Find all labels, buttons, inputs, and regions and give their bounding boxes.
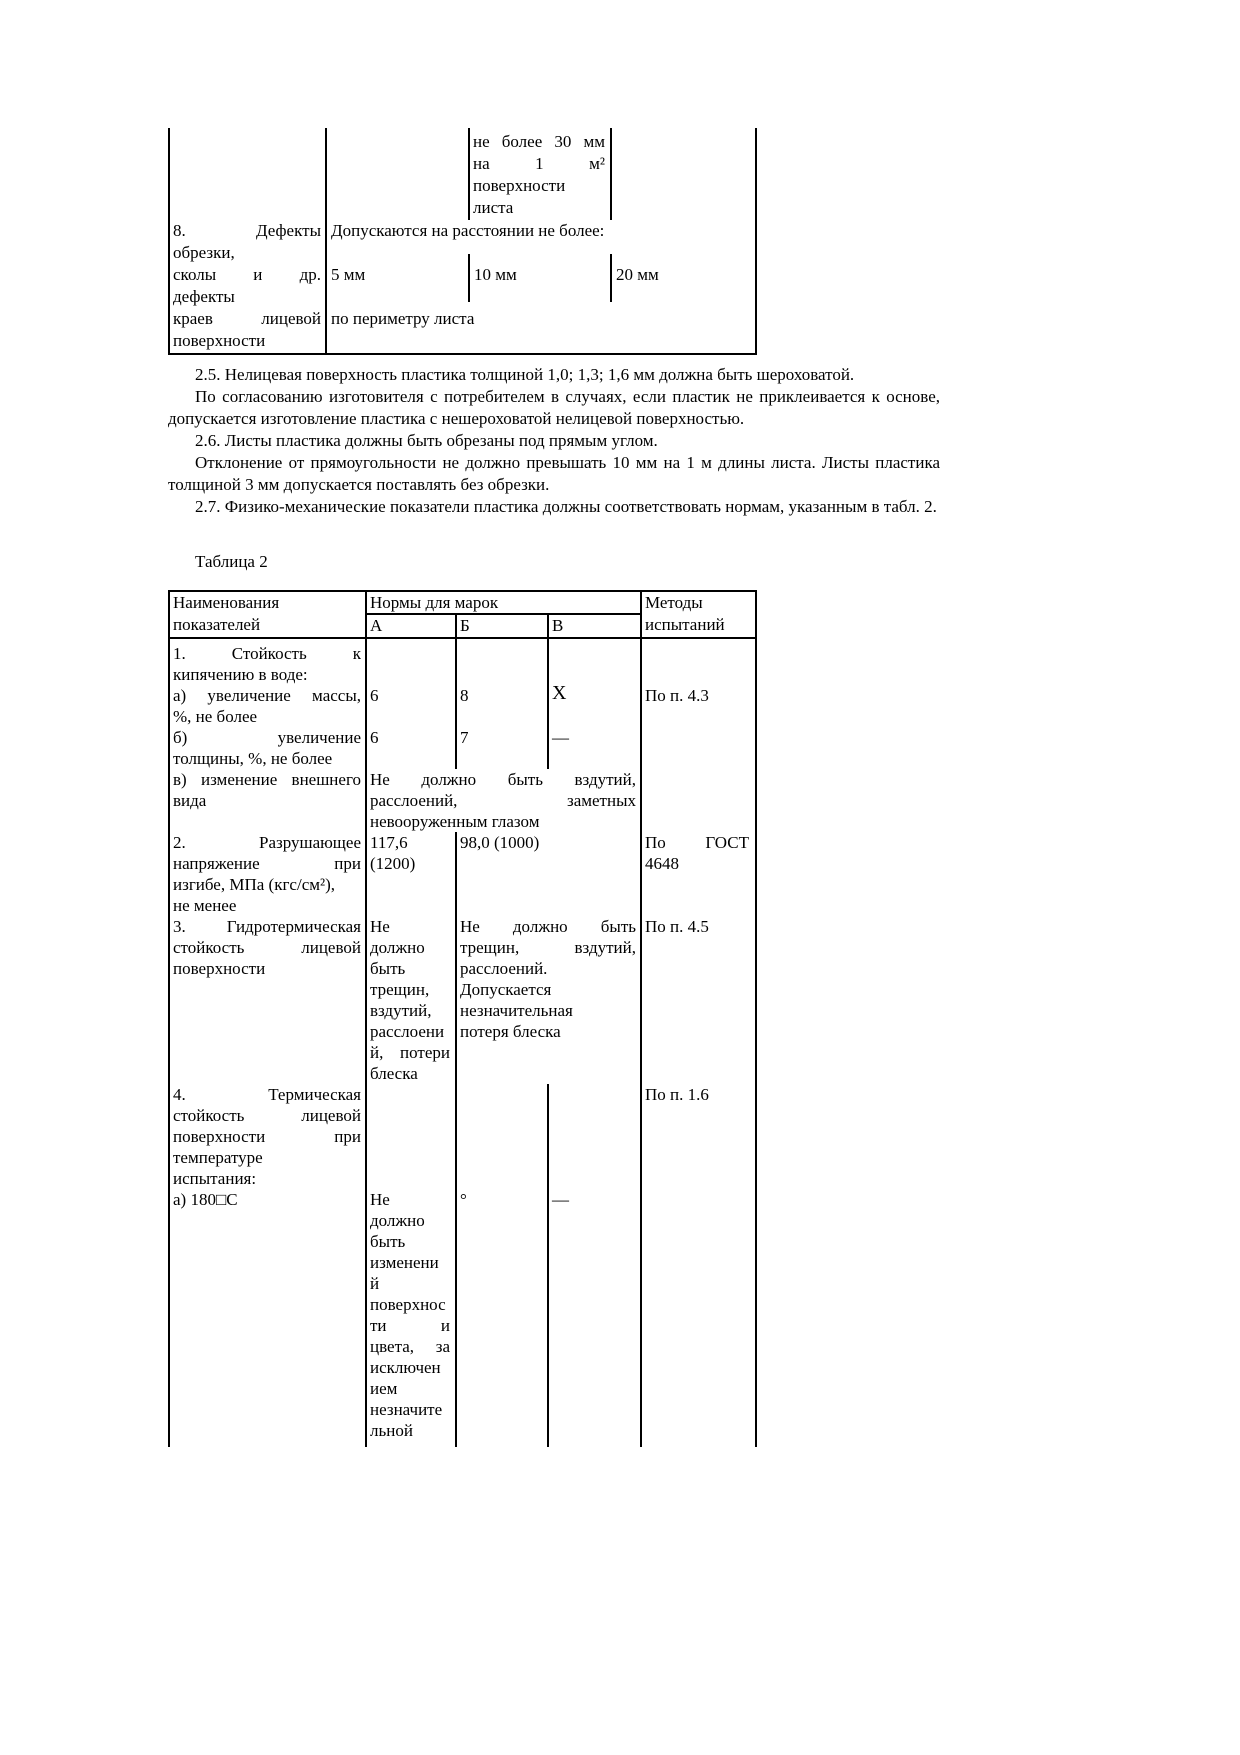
paragraph-2-6: 2.6. Листы пластика должны быть обрезаны под прямым углом. (195, 431, 658, 450)
table1-row8-value-c: 20 мм (616, 265, 659, 284)
paragraph-2-6-note: Отклонение от прямоугольности не должно превышать 10 мм на 1 м длины листа. Листы пластика толщиной 3 мм допускается поставлять без обрезки. (168, 453, 940, 494)
t2-row1-method: По п. 4.3 (645, 686, 709, 705)
t2-header-grade-a: А (370, 616, 383, 635)
t2-row1-appearance-span-cell: Не должно быть вздутий, расслоений, заметных невооруженным глазом (370, 770, 636, 831)
t2-header-name: Наименования показателей (173, 593, 280, 634)
table2-grade-bv-divider-bottom (547, 1084, 549, 1447)
table1-carryover-cell: не более 30 мм на 1 м² поверхности листа (473, 132, 605, 217)
t2-row1-mass-b: 8 (460, 686, 469, 705)
t2-row1-mass-v: Х (552, 682, 567, 704)
table1-row8-allowed-label: Допускаются на расстоянии не более: (331, 221, 605, 240)
t2-row3-value-a: Не должно быть трещин, вздутий, расслоени й, потери блеска (370, 917, 450, 1083)
table1-right-border (755, 128, 757, 354)
table1-row8-value-a: 5 мм (331, 265, 366, 284)
t2-header-norms: Нормы для марок (370, 593, 499, 612)
t2-row4-method: По п. 1.6 (645, 1085, 709, 1104)
t2-row2-value-bv: 98,0 (1000) (460, 833, 540, 852)
t2-header-grade-b: Б (460, 616, 470, 635)
table1-left-border (168, 128, 170, 354)
t2-row2-value-a: 117,6 (1200) (370, 833, 416, 873)
t2-row3-name-cell: 3. Гидротермическая стойкость лицевой поверхности (173, 917, 361, 978)
t2-row1-mass-a: 6 (370, 686, 379, 705)
t2-row1-thick-v: — (552, 728, 569, 747)
table1-top-cell-divider-right (610, 128, 612, 220)
table1-bottom-border (168, 353, 757, 355)
t2-header-methods: Методы испытаний (645, 593, 725, 634)
table1-top-cell-divider-left (468, 128, 470, 220)
table2-header-bottom-border (168, 637, 757, 639)
table2-name-divider (365, 590, 367, 1447)
table2-methods-divider (640, 590, 642, 1447)
paragraph-2-7: 2.7. Физико-механические показатели пластика должны соответствовать нормам, указанным в табл. 2. (195, 497, 937, 516)
table1-row8-name-cell: 8. Дефекты обрезки, сколы и др. дефекты краев лицевой поверхности (173, 221, 321, 350)
paragraph-2-5: 2.5. Нелицевая поверхность пластика толщиной 1,0; 1,3; 1,6 мм должна быть шероховатой. (195, 365, 855, 384)
table1-row8-perimeter: по периметру листа (331, 309, 475, 328)
table2-grade-ab-divider-bottom (455, 832, 457, 1447)
t2-row4-value-b: ° (460, 1190, 467, 1209)
paragraph-2-5-note: По согласованию изготовителя с потребителем в случаях, если пластик не приклеивается к основе, допускается изготовление пластика с нешероховатой нелицевой поверхностью. (168, 387, 940, 428)
t2-row4-name-cell: 4. Термическая стойкость лицевой поверхности при температуре испытания: а) 180□С (173, 1085, 361, 1209)
body-paragraphs (168, 364, 940, 518)
t2-row2-method: По ГОСТ 4648 (645, 833, 749, 873)
table1-mm-row-divider-right (610, 254, 612, 302)
t2-row1-thick-b: 7 (460, 728, 469, 747)
t2-row4-value-v: — (552, 1190, 569, 1209)
table1-col1-divider (325, 128, 327, 354)
t2-row1-thick-a: 6 (370, 728, 379, 747)
t2-header-grade-v: В (552, 616, 564, 635)
t2-row3-value-bv: Не должно быть трещин, вздутий, расслоений. Допускается незначительная потеря блеска (460, 917, 636, 1041)
table2-caption: Таблица 2 (195, 552, 268, 571)
table1-row8-value-b: 10 мм (474, 265, 517, 284)
t2-row2-name-cell: 2. Разрушающее напряжение при изгибе, МПа (кгс/см²), не менее (173, 833, 361, 915)
t2-row4-value-a: Не должно быть изменени й поверхнос ти и цвета, за исключен ием незначите льной (370, 1190, 450, 1440)
table1-mm-row-divider-left (468, 254, 470, 302)
table2-left-border (168, 590, 170, 1447)
t2-row3-method: По п. 4.5 (645, 917, 709, 936)
table2-right-border (755, 590, 757, 1447)
t2-row1-name-cell: 1. Стойкость к кипячению в воде: а) увеличение массы, %, не более б) увеличение толщины, %, не более в) изменение внешнего вида (173, 644, 361, 810)
